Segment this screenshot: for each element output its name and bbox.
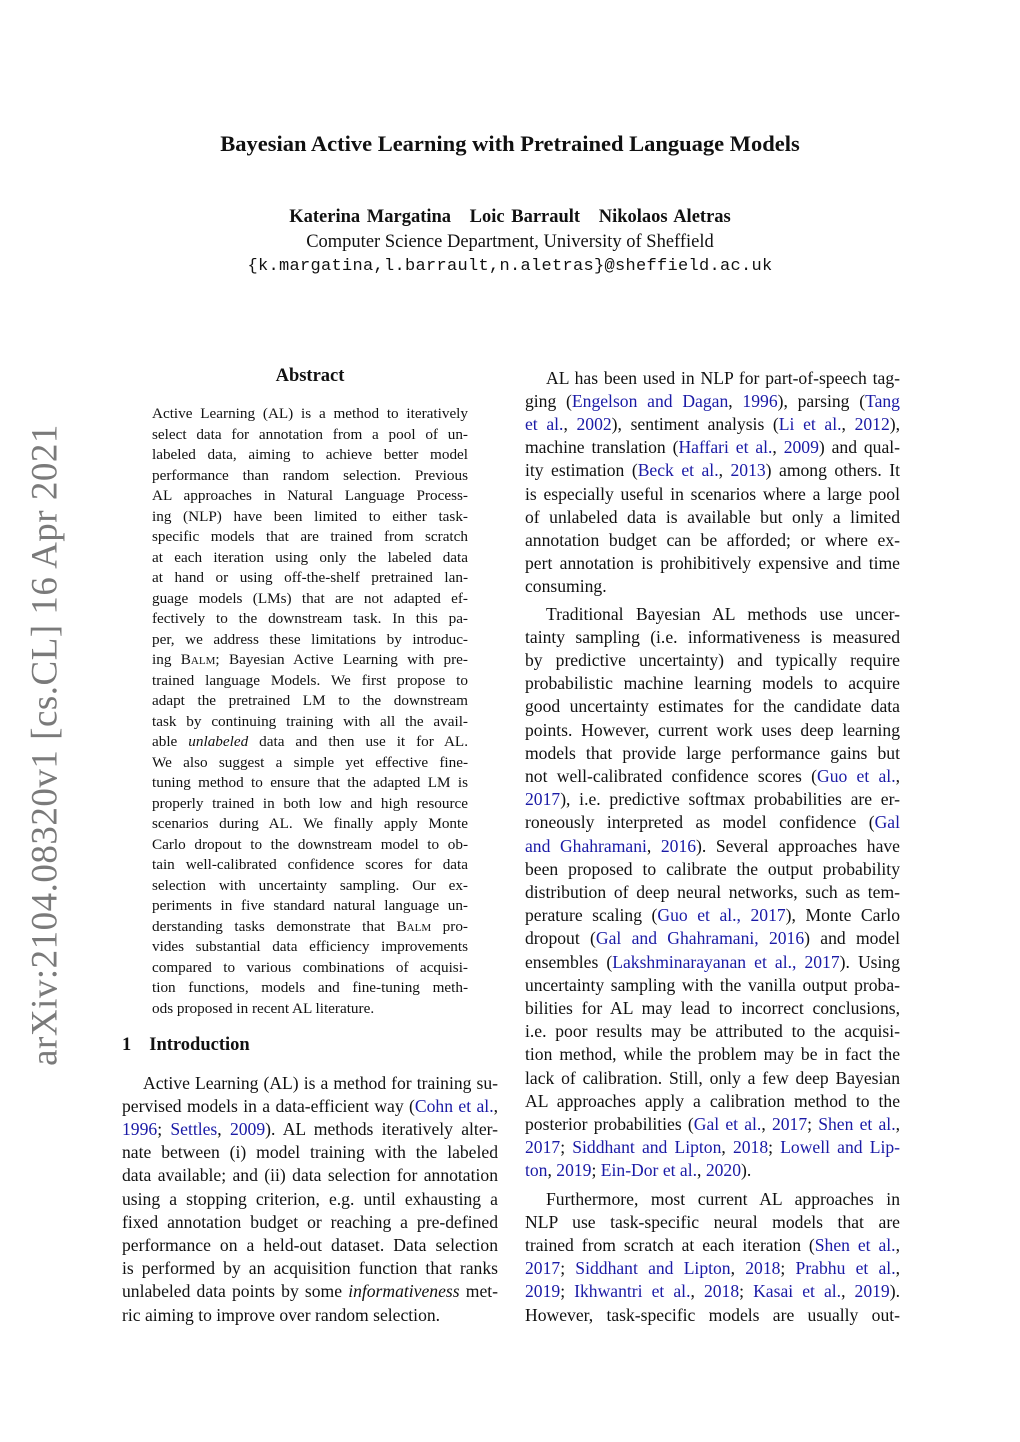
text-line: compared to various combinations of acquisi- [152,958,468,976]
citation-link[interactable]: 2020 [705,1160,741,1181]
text-line: tion method, while the problem may be in fact the [525,1044,900,1065]
author-name: Katerina Margatina [289,207,452,227]
citation-link[interactable]: Cohn et al. [414,1095,494,1116]
text-line: ing (NLP) have been limited to either task- [152,507,468,525]
citation-link[interactable]: 2017 [525,789,561,810]
citation-link[interactable]: 2012 [854,413,890,434]
text-line: AL approaches apply a calibration method to the [525,1090,900,1111]
citation-link[interactable]: 1996 [742,390,778,411]
citation-link[interactable]: Ein-Dor et al. [600,1160,698,1181]
citation-link[interactable]: Guo et al. [817,765,896,786]
text-line: Furthermore, most current AL approaches in [546,1188,900,1209]
citation-link[interactable]: 2016 [660,835,697,856]
citation-link[interactable]: Ikhwantri et al. [574,1281,691,1302]
citation-link[interactable]: 2013 [730,460,766,481]
text-line: is especially useful in scenarios where a large pool [525,483,900,504]
citation-link[interactable]: Kasai et al. [753,1281,842,1302]
text-line: performance than random selection. Previous [152,466,468,484]
text-line: been proposed to calibrate the output probability [525,858,900,879]
citation-link[interactable]: 2018 [745,1258,781,1279]
text-line: 2019; Ikhwantri et al., 2018; Kasai et al., 2019). [525,1281,900,1302]
text-line: Active Learning (AL) is a method to iteratively [152,405,468,422]
text-line: specific models that are trained from scratch [152,528,468,545]
text-line: bilities for AL may lead to incorrect conclusions, [525,997,900,1018]
text-line: ing Balm; Bayesian Active Learning with pre- [152,651,468,668]
text-line: i.e. poor results may be attributed to the acquisi- [525,1021,900,1042]
method-name: Balm [180,651,216,668]
text-line: consuming. [525,576,607,597]
text-line: task by continuing training with all the avail- [152,712,468,730]
text-line: properly trained in both low and high resource [152,794,468,812]
text-line: pervised models in a data-efficient way (Cohn et al., [122,1095,498,1116]
text-line: ton, 2019; Ein-Dor et al., 2020). [525,1160,752,1181]
text-line: at each iteration using only the labeled data [152,548,468,566]
text-line: not well-calibrated confidence scores (Guo et al., [525,765,901,786]
text-line: selection with uncertainty sampling. Our ex- [152,876,468,894]
text-line: adapt the pretrained LM to the downstream [152,692,468,709]
citation-link[interactable]: Guo et al., 2017 [657,905,786,926]
text-line: distribution of deep neural networks, such as tem- [525,881,900,902]
text-line: perature scaling (Guo et al., 2017), Monte Carlo [525,905,901,926]
text-line: guage models (LMs) that are not adapted ef- [152,589,468,607]
text-line: We also suggest a simple yet effective fine- [152,753,468,771]
citation-link[interactable]: Lakshminarayanan et al., 2017 [612,951,840,972]
citation-link[interactable]: Gal and Ghahramani, 2016 [595,928,805,949]
text-line: performance on a held-out dataset. Data selection [122,1234,498,1255]
text-line: ensembles (Lakshminarayanan et al., 2017). Using [525,951,900,972]
citation-link[interactable]: 2019 [854,1281,890,1302]
citation-link[interactable]: 2018 [732,1137,769,1158]
text-line: 2017; Siddhant and Lipton, 2018; Lowell and Lip- [525,1137,901,1158]
citation-link[interactable]: 2018 [703,1281,740,1302]
section-number: 1 [122,1035,132,1055]
text-line: trained from scratch at each iteration (Shen et al., [525,1234,900,1255]
text-line: using a stopping criterion, e.g. until exhausting a [122,1188,498,1209]
text-line: uncertainty sampling with the vanilla output proba- [525,974,900,995]
text-line: Carlo dropout to the downstream model to ob- [152,835,468,853]
text-line: 2017), i.e. predictive softmax probabilities are er- [525,789,900,810]
text-line: 2017; Siddhant and Lipton, 2018; Prabhu et al., [525,1258,901,1279]
citation-link[interactable]: Haffari et al. [678,437,773,458]
citation-link[interactable]: and Ghahramani [525,835,647,856]
abstract-heading: Abstract [275,366,345,386]
method-name: Balm [396,917,432,935]
citation-link[interactable]: 1996 [122,1118,158,1139]
citation-link[interactable]: Li et al. [778,413,842,434]
text-line: lack of calibration. Still, only a few deep Bayesian [525,1067,900,1088]
text-line: ric aiming to improve over random selection. [122,1304,441,1325]
text-line: points. However, current work uses deep learning [525,719,900,740]
text-line: by predictive uncertainty) and typically require [525,649,900,670]
citation-link[interactable]: 2009 [783,437,819,458]
citation-link[interactable]: 2017 [525,1137,561,1158]
citation-link[interactable]: ton [525,1160,548,1181]
text-line: unlabeled data points by some informativeness met- [122,1281,498,1302]
text-line: scenarios during AL. We finally apply Monte [152,815,468,832]
text-line: trained language Models. We first propose to [152,671,468,689]
text-line: of unlabeled data is available but only a limited [525,506,900,527]
text-line: annotation budget can be afforded; or where ex- [525,529,900,550]
text-line: tain well-calibrated confidence scores for data [152,856,468,873]
text-line: ods proposed in recent AL literature. [152,999,375,1017]
text-line: 1996; Settles, 2009). AL methods iteratively alter- [122,1118,498,1139]
citation-link[interactable]: 2017 [771,1113,808,1134]
citation-link[interactable]: Settles [170,1118,218,1139]
citation-link[interactable]: Prabhu et al. [795,1258,896,1279]
section-title: Introduction [149,1035,250,1055]
citation-link[interactable]: et al. [525,413,564,434]
text-line: select data for annotation from a pool of un- [152,425,468,443]
text-line: machine translation (Haffari et al., 2009) and qual- [525,437,900,458]
author-list [0,207,1020,228]
text-line: per, we address these limitations by introduc- [152,630,468,648]
text-line: at hand or using off-the-shelf pretrained lan- [152,569,468,586]
citation-link[interactable]: Shen et al. [814,1234,896,1255]
text-line: vides substantial data efficiency improvements [152,938,468,955]
text-line: AL approaches in Natural Language Process- [152,487,468,504]
citation-link[interactable]: Lowell and Lip- [780,1137,901,1158]
arxiv-identifier-stamp: arXiv:2104.08320v1 [cs.CL] 16 Apr 2021 [24,424,66,1066]
text-line: However, task-specific models are usually out- [525,1304,900,1325]
citation-link[interactable]: 2019 [556,1160,592,1181]
text-line: Traditional Bayesian AL methods use uncer- [546,603,900,624]
author-name: Nikolaos Aletras [598,207,731,227]
affiliation: Computer Science Department, University of Sheffield [306,232,714,252]
section-heading-introduction [122,1035,250,1056]
text-line: roneously interpreted as model confidence (Gal [525,812,900,833]
text-line: ging (Engelson and Dagan, 1996), parsing (Tang [525,390,900,411]
text-line: fectively to the downstream task. In this pa- [152,610,468,627]
text-line: able unlabeled data and then use it for AL. [152,733,469,750]
text-line: data available; and (ii) data selection for annotation [122,1165,498,1186]
text-line: pert annotation is prohibitively expensive and time [525,553,900,574]
citation-link[interactable]: Siddhant and Lipton [575,1258,731,1279]
emphasis-text: unlabeled [188,733,249,750]
author-emails: {k.margatina,l.barrault,n.aletras}@sheffield.ac.uk [247,257,773,276]
text-line: posterior probabilities (Gal et al., 2017; Shen et al., [525,1113,900,1134]
text-line: AL has been used in NLP for part-of-speech tag- [546,367,900,388]
text-line: tainty sampling (i.e. informativeness is measured [525,626,900,647]
citation-link[interactable]: 2009 [229,1118,266,1139]
text-line: labeled data, aiming to achieve better model [152,446,468,463]
text-line: Active Learning (AL) is a method for training su- [143,1072,498,1093]
citation-link[interactable]: Engelson and Dagan [571,390,729,411]
author-name: Loic Barrault [469,207,581,227]
citation-link[interactable]: Gal et al. [693,1113,762,1134]
text-line: and Ghahramani, 2016). Several approaches have [525,835,900,856]
text-line: periments in five standard natural language un- [152,897,468,914]
text-line: nate between (i) model training with the labeled [122,1142,498,1163]
text-line: fixed annotation budget or reaching a pre-defined [122,1211,498,1232]
citation-link[interactable]: Tang [865,390,900,411]
citation-link[interactable]: 2017 [525,1258,561,1279]
citation-link[interactable]: 2002 [576,413,612,434]
text-line: ity estimation (Beck et al., 2013) among others. It [525,460,900,481]
text-line: good uncertainty estimates for the candidate data [525,696,900,717]
text-line: NLP use task-specific neural models that are [525,1211,900,1232]
text-line: dropout (Gal and Ghahramani, 2016) and model [525,928,900,949]
text-line: et al., 2002), sentiment analysis (Li et al., 2012), [525,413,901,434]
citation-link[interactable]: Shen et al. [818,1113,896,1134]
paper-title: Bayesian Active Learning with Pretrained Language Models [220,131,800,156]
text-line: models that provide large performance gains but [525,742,900,763]
text-line: is performed by an acquisition function that ranks [122,1258,498,1279]
citation-link[interactable]: Siddhant and Lipton [572,1137,722,1158]
emphasis-text: informativeness [348,1281,460,1302]
text-line: tuning method to ensure that the adapted LM is [152,774,468,791]
citation-link[interactable]: Gal [874,812,900,833]
text-line: probabilistic machine learning models to acquire [525,673,900,694]
text-line: derstanding tasks demonstrate that Balm pro- [152,917,468,935]
citation-link[interactable]: Beck et al. [637,460,719,481]
citation-link[interactable]: 2019 [525,1281,561,1302]
text-line: tion functions, models and fine-tuning meth- [152,979,468,996]
